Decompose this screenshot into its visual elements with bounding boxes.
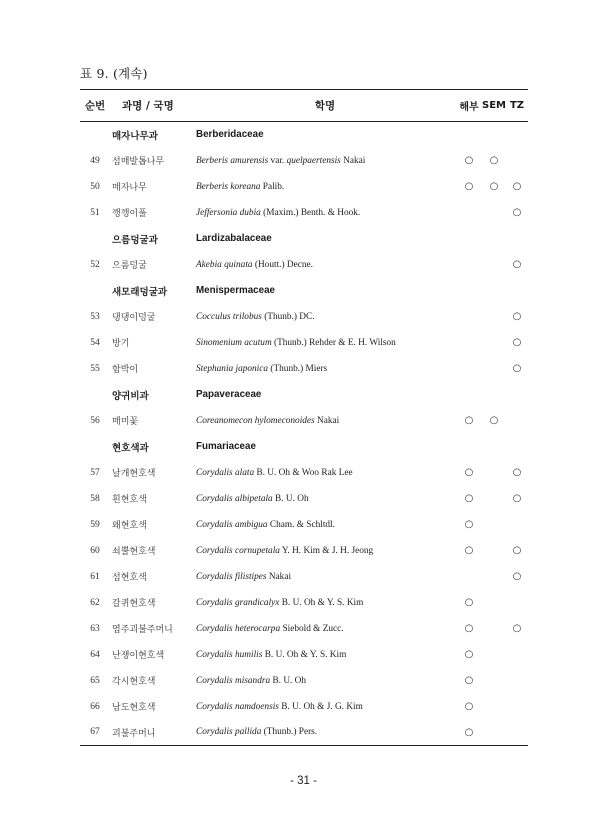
header-scientific: 학명 xyxy=(314,100,336,112)
table-header xyxy=(80,90,528,122)
family-latin-name: Papaveraceae xyxy=(196,389,262,400)
table-row xyxy=(80,538,528,564)
korean-name: 매미꽃 xyxy=(112,417,139,427)
anatomy-mark xyxy=(456,252,482,278)
genus-species: Corydalis alata xyxy=(196,467,255,478)
row-number: 52 xyxy=(90,259,100,270)
author-citation: B. U. Oh xyxy=(275,493,309,504)
table-row xyxy=(80,174,528,200)
scientific-name xyxy=(194,200,456,226)
row-number: 59 xyxy=(90,519,100,530)
table-row xyxy=(80,564,528,590)
family-row xyxy=(80,382,528,408)
sem-mark xyxy=(482,564,506,590)
genus-species: Corydalis misandra xyxy=(196,675,271,686)
family-spacer xyxy=(80,278,110,304)
genus-species: Corydalis pallida xyxy=(196,727,262,738)
korean-name: 섬매발톱나무 xyxy=(112,157,165,167)
anatomy-mark xyxy=(456,564,482,590)
author-citation: Siebold & Zucc. xyxy=(282,623,344,634)
sem-mark xyxy=(482,200,506,226)
tz-mark xyxy=(506,668,528,694)
tz-mark: ○ xyxy=(512,259,522,270)
tz-mark: ○ xyxy=(512,571,522,582)
sem-mark xyxy=(482,668,506,694)
genus-species: Berberis amurensis xyxy=(196,155,269,166)
row-number: 63 xyxy=(90,623,100,634)
tz-mark: ○ xyxy=(512,467,522,478)
korean-name: 방기 xyxy=(112,339,130,349)
author-citation: Nakai xyxy=(317,415,340,426)
author-citation: (Thunb.) Rehder & E. H. Wilson xyxy=(273,337,396,348)
row-number: 55 xyxy=(90,363,100,374)
author-citation: (Thunb.) Pers. xyxy=(263,727,318,738)
author-citation: B. U. Oh & Y. S. Kim xyxy=(264,649,347,660)
sem-mark: ○ xyxy=(489,415,499,426)
table-row xyxy=(80,694,528,720)
anatomy-mark: ○ xyxy=(464,181,474,192)
anatomy-mark xyxy=(456,304,482,330)
genus-species: Coreanomecon hylomeconoides xyxy=(196,415,315,426)
table-row xyxy=(80,512,528,538)
family-row xyxy=(80,434,528,460)
scientific-name xyxy=(194,408,456,434)
anatomy-mark: ○ xyxy=(464,467,474,478)
korean-name: 남도현호색 xyxy=(112,703,156,713)
infraspecific-epithet: quelpaertensis xyxy=(286,155,341,166)
sem-mark xyxy=(482,356,506,382)
korean-name: 댕댕이덩굴 xyxy=(112,313,156,323)
tz-mark: ○ xyxy=(512,623,522,634)
family-spacer xyxy=(80,382,110,408)
table-body xyxy=(80,122,528,746)
anatomy-mark: ○ xyxy=(464,701,474,712)
author-citation: B. U. Oh xyxy=(272,675,307,686)
scientific-name xyxy=(194,460,456,486)
family-latin-name: Lardizabalaceae xyxy=(196,233,272,244)
row-number: 56 xyxy=(90,415,100,426)
anatomy-mark xyxy=(456,356,482,382)
genus-species: Corydalis cornupetala xyxy=(196,545,280,556)
genus-species: Corydalis heterocarpa xyxy=(196,623,281,634)
scientific-name xyxy=(194,668,456,694)
author-citation: (Houtt.) Decne. xyxy=(254,259,313,270)
korean-name: 쇠뿔현호색 xyxy=(112,547,156,557)
row-number: 54 xyxy=(90,337,100,348)
row-number: 66 xyxy=(90,701,100,712)
korean-name: 함박이 xyxy=(112,365,139,375)
table-caption: 표 9. (계속) xyxy=(80,66,148,81)
sem-mark xyxy=(482,486,506,512)
scientific-name xyxy=(194,174,456,200)
korean-name: 각시현호색 xyxy=(112,677,156,687)
anatomy-mark: ○ xyxy=(464,675,474,686)
anatomy-mark: ○ xyxy=(464,649,474,660)
korean-name: 섬현호색 xyxy=(112,573,147,583)
anatomy-mark: ○ xyxy=(464,545,474,556)
table-row xyxy=(80,590,528,616)
table-row xyxy=(80,408,528,434)
sem-mark xyxy=(482,252,506,278)
table-row xyxy=(80,486,528,512)
sem-mark xyxy=(482,304,506,330)
author-citation: B. U. Oh & Y. S. Kim xyxy=(281,597,364,608)
scientific-name xyxy=(194,330,456,356)
genus-species: Akebia quinata xyxy=(196,259,253,270)
author-citation: (Thunb.) DC. xyxy=(264,311,315,322)
family-row xyxy=(80,122,528,148)
row-number: 65 xyxy=(90,675,100,686)
family-korean-name: 매자나무과 xyxy=(112,130,158,142)
tz-mark xyxy=(506,720,528,746)
author-citation: Y. H. Kim & J. H. Jeong xyxy=(281,545,374,556)
header-anatomy: 해부 xyxy=(459,102,479,113)
tz-mark: ○ xyxy=(512,363,522,374)
author-citation: (Maxim.) Benth. & Hook. xyxy=(263,207,361,218)
scientific-name xyxy=(194,616,456,642)
anatomy-mark: ○ xyxy=(464,623,474,634)
sem-mark xyxy=(482,694,506,720)
row-number: 53 xyxy=(90,311,100,322)
anatomy-mark xyxy=(456,330,482,356)
family-spacer xyxy=(80,434,110,460)
author-citation: B. U. Oh & Woo Rak Lee xyxy=(256,467,353,478)
anatomy-mark: ○ xyxy=(464,519,474,530)
table-row xyxy=(80,356,528,382)
scientific-name xyxy=(194,642,456,668)
table-row xyxy=(80,668,528,694)
sem-mark xyxy=(482,460,506,486)
table-row xyxy=(80,304,528,330)
tz-mark xyxy=(506,642,528,668)
author-citation: Cham. & Schltdl. xyxy=(269,519,335,530)
table-row xyxy=(80,330,528,356)
family-latin-name: Berberidaceae xyxy=(196,129,264,141)
sem-mark xyxy=(482,512,506,538)
scientific-name xyxy=(194,564,456,590)
author-citation: Nakai xyxy=(343,155,366,166)
page-number: - 31 - xyxy=(290,775,317,787)
table-row xyxy=(80,720,528,746)
genus-species: Corydalis humilis xyxy=(196,649,263,660)
scientific-name xyxy=(194,538,456,564)
genus-species: Jeffersonia dubia xyxy=(196,207,261,218)
sem-mark: ○ xyxy=(489,155,499,166)
row-number: 67 xyxy=(90,727,100,738)
scientific-name xyxy=(194,512,456,538)
family-latin-name: Menispermaceae xyxy=(196,285,275,296)
tz-mark: ○ xyxy=(512,181,522,192)
scientific-name xyxy=(194,720,456,746)
family-spacer xyxy=(80,122,110,148)
anatomy-mark: ○ xyxy=(464,726,474,738)
table-row xyxy=(80,148,528,174)
row-number: 49 xyxy=(90,155,100,166)
table-row xyxy=(80,616,528,642)
sem-mark xyxy=(482,720,506,746)
scientific-name xyxy=(194,590,456,616)
genus-species: Corydalis ambigua xyxy=(196,519,268,530)
tz-mark: ○ xyxy=(512,311,522,322)
tz-mark xyxy=(506,512,528,538)
header-no: 순번 xyxy=(84,100,106,112)
korean-name: 흰현호색 xyxy=(112,495,147,505)
scientific-name xyxy=(194,148,456,174)
table-row xyxy=(80,252,528,278)
anatomy-mark xyxy=(456,200,482,226)
genus-species: Corydalis namdoensis xyxy=(196,701,279,712)
sem-mark: ○ xyxy=(489,181,499,192)
author-citation: B. U. Oh & J. G. Kim xyxy=(281,701,363,712)
tz-mark: ○ xyxy=(512,207,522,218)
row-number: 58 xyxy=(90,493,100,504)
genus-species: Stephania japonica xyxy=(196,363,269,374)
korean-name: 깽깽이풀 xyxy=(112,209,147,219)
sem-mark xyxy=(482,330,506,356)
author-citation: (Thunb.) Miers xyxy=(270,363,328,374)
species-table-container xyxy=(80,89,528,746)
sem-mark xyxy=(482,616,506,642)
row-number: 57 xyxy=(90,467,100,478)
rank-abbrev: var. xyxy=(270,155,285,166)
tz-mark xyxy=(506,148,528,174)
row-number: 64 xyxy=(90,649,100,660)
family-row xyxy=(80,278,528,304)
table-row xyxy=(80,460,528,486)
tz-mark xyxy=(506,590,528,616)
family-latin-name: Fumariaceae xyxy=(196,441,256,452)
sem-mark xyxy=(482,642,506,668)
genus-species: Corydalis albipetala xyxy=(196,493,273,504)
korean-name: 날개현호색 xyxy=(112,469,156,479)
genus-species: Corydalis filistipes xyxy=(196,571,267,582)
author-citation: Palib. xyxy=(262,181,285,192)
genus-species: Sinomenium acutum xyxy=(196,337,272,348)
korean-name: 괴불주머니 xyxy=(112,728,156,739)
scientific-name xyxy=(194,356,456,382)
family-korean-name: 현호색과 xyxy=(112,442,149,454)
scientific-name xyxy=(194,694,456,720)
anatomy-mark: ○ xyxy=(464,155,474,166)
sem-mark xyxy=(482,590,506,616)
scientific-name xyxy=(194,486,456,512)
scientific-name xyxy=(194,304,456,330)
korean-name: 매자나무 xyxy=(112,183,147,193)
anatomy-mark: ○ xyxy=(464,493,474,504)
sem-mark xyxy=(482,538,506,564)
anatomy-mark: ○ xyxy=(464,597,474,608)
genus-species: Cocculus trilobus xyxy=(196,311,262,322)
author-citation: Nakai xyxy=(268,571,292,582)
row-number: 62 xyxy=(90,597,100,608)
tz-mark xyxy=(506,694,528,720)
table-row xyxy=(80,642,528,668)
header-tz: TZ xyxy=(509,100,525,111)
family-korean-name: 양귀비과 xyxy=(112,390,149,402)
family-korean-name: 으름덩굴과 xyxy=(112,234,158,246)
species-table xyxy=(80,89,528,746)
tz-mark: ○ xyxy=(512,337,522,348)
header-family: 과명 / 국명 xyxy=(122,100,174,112)
row-number: 51 xyxy=(90,207,100,218)
korean-name: 으름덩굴 xyxy=(112,261,147,271)
row-number: 50 xyxy=(90,181,100,192)
header-sem: SEM xyxy=(482,100,506,111)
tz-mark xyxy=(506,408,528,434)
korean-name: 왜현호색 xyxy=(112,521,147,531)
korean-name: 갈퀴현호색 xyxy=(112,599,156,609)
genus-species: Corydalis grandicalyx xyxy=(196,597,280,608)
tz-mark: ○ xyxy=(512,545,522,556)
family-korean-name: 새모래덩굴과 xyxy=(112,286,168,298)
row-number: 60 xyxy=(90,545,100,556)
family-row xyxy=(80,226,528,252)
anatomy-mark: ○ xyxy=(464,415,474,426)
family-spacer xyxy=(80,226,110,252)
scientific-name xyxy=(194,252,456,278)
korean-name: 난쟁이현호색 xyxy=(112,651,165,661)
row-number: 61 xyxy=(90,571,100,582)
tz-mark: ○ xyxy=(512,493,522,504)
genus-species: Berberis koreana xyxy=(196,181,261,192)
table-row xyxy=(80,200,528,226)
korean-name: 염주괴불주머니 xyxy=(112,625,173,635)
